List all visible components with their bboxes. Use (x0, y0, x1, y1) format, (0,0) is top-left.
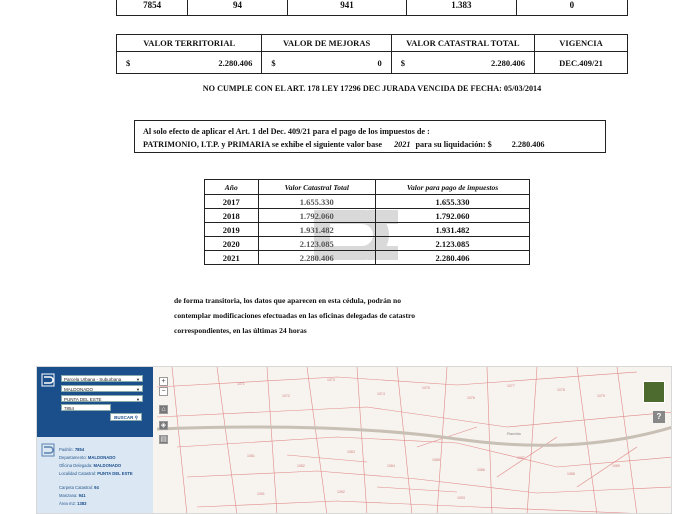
street-label: Rambla (507, 431, 521, 436)
print-icon[interactable]: ▤ (160, 436, 167, 443)
tax-cell: 2.123.085 (376, 237, 530, 251)
table-row (205, 251, 530, 265)
department-select[interactable]: MALDONADO ▼ (61, 385, 143, 392)
summary-cell: 94 (188, 0, 288, 16)
table-row (205, 223, 530, 237)
parcel-info-panel (37, 437, 153, 514)
territorial-value-cell: $ 2.280.406 (117, 52, 262, 74)
total-cell: 1.931.482 (258, 223, 376, 237)
svg-text:1093: 1093 (457, 496, 465, 500)
notice-liquidation-label: para su liquidación: $ (415, 140, 492, 149)
year-cell: 2019 (205, 223, 259, 237)
header-territorial: VALOR TERRITORIAL (117, 35, 262, 52)
svg-text:1074: 1074 (377, 392, 385, 396)
col-year: Año (205, 180, 259, 195)
zoom-in-button[interactable]: + (159, 377, 168, 386)
home-icon[interactable]: ⌂ (159, 405, 168, 414)
svg-text:1091: 1091 (257, 492, 265, 496)
svg-text:1084: 1084 (387, 464, 395, 468)
help-button[interactable]: ? (653, 411, 665, 423)
info-localidad: Localidad Catastral: PUNTA DEL ESTE (59, 471, 133, 476)
svg-text:1077: 1077 (507, 384, 515, 388)
tax-cell: 2.280.406 (376, 251, 530, 265)
summary-table (116, 0, 628, 16)
svg-text:1089: 1089 (612, 464, 620, 468)
svg-text:1086: 1086 (477, 468, 485, 472)
info-departamento: Departamento: MALDONADO (59, 455, 116, 460)
note-line: contemplar modificaciones efectuadas en las oficinas delegadas de catastro (174, 311, 416, 320)
summary-cell: 0 (516, 0, 627, 16)
basemap-toggle[interactable] (643, 381, 665, 403)
svg-text:1082: 1082 (297, 464, 305, 468)
info-area: Área m2: 1383 (59, 501, 87, 506)
year-cell: 2020 (205, 237, 259, 251)
cadastre-logo-icon (41, 373, 55, 387)
col-catastral-total: Valor Catastral Total (258, 180, 376, 195)
summary-cell: 941 (287, 0, 406, 16)
col-tax-value: Valor para pago de impuestos (376, 180, 530, 195)
mejoras-value-cell: $ 0 (262, 52, 391, 74)
info-manzana: Manzana: 941 (59, 493, 86, 498)
info-carpeta: Carpeta Catastral: 94 (59, 485, 99, 490)
svg-text:1075: 1075 (422, 386, 430, 390)
header-mejoras: VALOR DE MEJORAS (262, 35, 391, 52)
table-row (205, 209, 530, 223)
svg-text:1085: 1085 (432, 458, 440, 462)
svg-text:1081: 1081 (247, 454, 255, 458)
year-cell: 2021 (205, 251, 259, 265)
total-cell: 2.280.406 (258, 251, 376, 265)
svg-text:1087: 1087 (517, 456, 525, 460)
info-icon (41, 443, 55, 457)
cadastral-map[interactable] (36, 366, 672, 514)
tax-cell: 1.655.330 (376, 195, 530, 209)
compliance-warning: NO CUMPLE CON EL ART. 178 LEY 17296 DEC JURADA VENCIDA DE FECHA: 05/03/2014 (202, 84, 542, 93)
svg-text:1083: 1083 (347, 450, 355, 454)
svg-text:1071: 1071 (237, 382, 245, 386)
total-cell: 1.655.330 (258, 195, 376, 209)
valuation-table (116, 34, 628, 74)
search-panel (37, 367, 153, 437)
summary-cell: 1.383 (407, 0, 517, 16)
tax-cell: 1.792.060 (376, 209, 530, 223)
transitory-note (174, 293, 494, 338)
notice-line-1: Al solo efecto de aplicar el Art. 1 del Dec. 409/21 para el pago de los impuestos de : (143, 127, 430, 136)
info-padron: Padrón: 7854 (59, 447, 85, 452)
summary-cell: 7854 (117, 0, 188, 16)
tax-base-notice (134, 120, 606, 153)
svg-text:1072: 1072 (282, 394, 290, 398)
note-line: de forma transitoria, los datos que aparecen en esta cédula, podrán no (174, 296, 402, 305)
vigencia-value: DEC.409/21 (534, 52, 627, 74)
locality-select[interactable]: PUNTA DEL ESTE ▼ (61, 395, 143, 402)
svg-text:1076: 1076 (467, 396, 475, 400)
table-row (205, 237, 530, 251)
svg-text:1092: 1092 (337, 490, 345, 494)
year-cell: 2017 (205, 195, 259, 209)
layers-icon[interactable]: ◈ (160, 422, 167, 429)
catastral-total-value-cell: $ 2.280.406 (391, 52, 534, 74)
notice-taxes: PATRIMONIO, I.T.P. y PRIMARIA se exhibe el siguiente valor base (143, 140, 383, 149)
table-row (205, 195, 530, 209)
yearly-values-table (204, 179, 530, 265)
total-cell: 1.792.060 (258, 209, 376, 223)
note-line: correspondientes, en las últimas 24 horas (174, 326, 307, 335)
padron-input[interactable]: 7854 (61, 404, 111, 411)
svg-text:1073: 1073 (327, 378, 335, 382)
header-vigencia: VIGENCIA (534, 35, 627, 52)
svg-text:1078: 1078 (557, 388, 565, 392)
notice-year: 2021 (394, 140, 411, 149)
notice-value: 2.280.406 (511, 140, 545, 149)
header-catastral-total: VALOR CATASTRAL TOTAL (391, 35, 534, 52)
svg-text:1088: 1088 (567, 472, 575, 476)
info-oficina: Oficina Delegada: MALDONADO (59, 463, 122, 468)
parcel-type-select[interactable]: Parcela Urbana - Suburbana ▼ (61, 375, 143, 382)
year-cell: 2018 (205, 209, 259, 223)
zoom-out-button[interactable]: − (159, 387, 168, 396)
search-button[interactable]: BUSCAR ⚲ (110, 413, 142, 421)
svg-text:1079: 1079 (597, 394, 605, 398)
total-cell: 2.123.085 (258, 237, 376, 251)
tax-cell: 1.931.482 (376, 223, 530, 237)
